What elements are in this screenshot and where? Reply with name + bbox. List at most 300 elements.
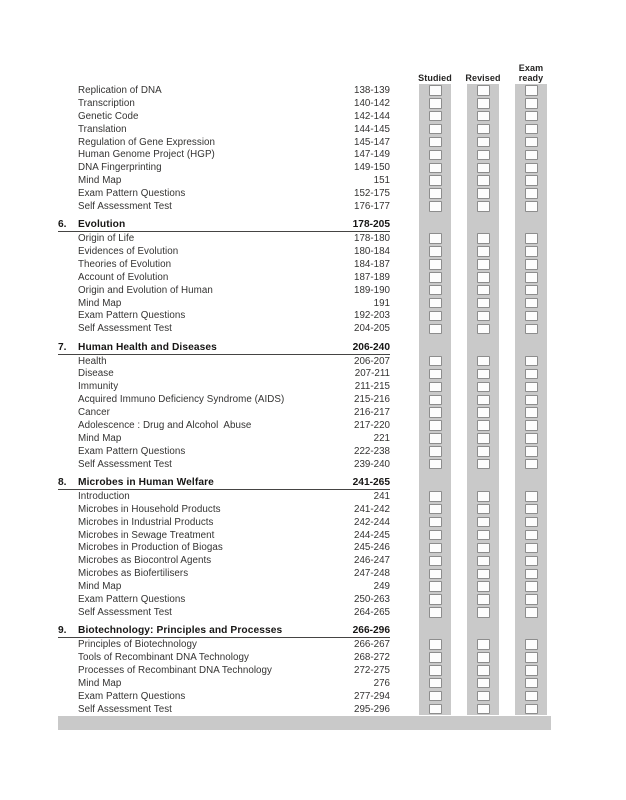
toc-item-title: Adolescence : Drug and Alcohol Abuse [78,420,252,432]
exam-ready-checkbox[interactable] [525,491,538,501]
studied-checkbox[interactable] [429,691,442,701]
revised-checkbox[interactable] [477,581,490,591]
revised-checkbox[interactable] [477,201,490,211]
revised-checkbox[interactable] [477,285,490,295]
exam-ready-checkbox[interactable] [525,356,538,366]
studied-column-cell [419,458,451,471]
exam-ready-checkbox[interactable] [525,98,538,108]
exam-ready-column-cell [515,148,547,161]
section-pages: 266-296 [352,625,390,637]
exam-ready-checkbox[interactable] [525,298,538,308]
studied-checkbox[interactable] [429,233,442,243]
exam-ready-column-cell [515,445,547,458]
studied-checkbox[interactable] [429,188,442,198]
exam-ready-column-cell [515,703,547,716]
toc-section-header [58,213,547,232]
column-gap [390,213,403,232]
revised-checkbox[interactable] [477,163,490,173]
exam-ready-checkbox[interactable] [525,311,538,321]
revised-checkbox[interactable] [477,704,490,714]
exam-ready-column-cell [515,245,547,258]
revised-column-cell [467,651,499,664]
toc-item-row [58,368,547,381]
studied-checkbox[interactable] [429,324,442,334]
revised-checkbox[interactable] [477,272,490,282]
revised-checkbox[interactable] [477,504,490,514]
exam-ready-column-cell [515,136,547,149]
exam-ready-checkbox[interactable] [525,369,538,379]
studied-checkbox[interactable] [429,111,442,121]
item-text [58,542,390,555]
item-text [58,703,390,716]
exam-ready-checkbox[interactable] [525,530,538,540]
column-gap [390,393,403,406]
column-gap [390,271,403,284]
item-text [58,580,390,593]
toc-item-row [58,651,547,664]
exam-ready-checkbox[interactable] [525,691,538,701]
revised-column-cell [467,432,499,445]
revised-checkbox[interactable] [477,175,490,185]
toc-item-title: Exam Pattern Questions [78,594,186,605]
exam-ready-column-cell [515,200,547,213]
studied-column-cell [419,97,451,110]
exam-ready-column-cell [515,84,547,97]
item-text [58,232,390,245]
toc-item-row [58,232,547,245]
toc-item-row [58,136,547,149]
exam-ready-column-cell [515,619,547,638]
toc-item-title: Microbes as Biocontrol Agents [78,555,212,567]
exam-ready-checkbox[interactable] [525,124,538,134]
toc-item-pages: 180-184 [354,246,390,258]
toc-item-row [58,258,547,271]
revised-checkbox[interactable] [477,517,490,527]
studied-checkbox[interactable] [429,446,442,456]
studied-column-cell [419,703,451,716]
exam-ready-column-cell [515,432,547,445]
toc-item-row [58,554,547,567]
column-gap [390,200,403,213]
revised-checkbox[interactable] [477,639,490,649]
toc-item-row [58,84,547,97]
exam-ready-checkbox[interactable] [525,446,538,456]
exam-ready-checkbox[interactable] [525,285,538,295]
studied-column-cell [419,335,451,354]
revised-checkbox[interactable] [477,407,490,417]
item-text [58,432,390,445]
column-gap [390,638,403,651]
studied-checkbox[interactable] [429,491,442,501]
exam-ready-checkbox[interactable] [525,137,538,147]
exam-ready-checkbox[interactable] [525,517,538,527]
revised-checkbox[interactable] [477,556,490,566]
column-gap [390,567,403,580]
revised-checkbox[interactable] [477,298,490,308]
toc-item-title: Disease [78,368,114,380]
revised-column-cell [467,213,499,232]
revised-checkbox[interactable] [477,98,490,108]
revised-checkbox[interactable] [477,569,490,579]
revised-column-cell [467,368,499,381]
toc-item-pages: 187-189 [354,271,390,283]
exam-ready-column-cell [515,310,547,323]
toc-item-title: Introduction [78,490,130,502]
studied-column-cell [419,368,451,381]
studied-column-cell [419,593,451,606]
column-gap [390,136,403,149]
revised-checkbox[interactable] [477,246,490,256]
toc-item-pages: 245-246 [354,542,390,554]
revised-checkbox[interactable] [477,369,490,379]
studied-checkbox[interactable] [429,607,442,617]
exam-ready-column-cell [515,123,547,136]
exam-ready-checkbox[interactable] [525,665,538,675]
toc-item-row [58,161,547,174]
section-text [58,471,390,490]
toc-item-row [58,580,547,593]
toc-item-pages: 249 [373,581,390,593]
revised-checkbox[interactable] [477,543,490,553]
column-gap [390,703,403,716]
studied-column-cell [419,432,451,445]
studied-checkbox[interactable] [429,639,442,649]
toc-item-row [58,380,547,393]
studied-checkbox[interactable] [429,272,442,282]
toc-item-title: Origin of Life [78,233,135,245]
revised-column-cell [467,110,499,123]
studied-column-cell [419,529,451,542]
studied-checkbox[interactable] [429,530,442,540]
exam-ready-checkbox[interactable] [525,175,538,185]
toc-item-title: Self Assessment Test [78,458,172,470]
exam-ready-checkbox[interactable] [525,543,538,553]
revised-checkbox[interactable] [477,395,490,405]
toc-item-pages: 241 [373,490,390,502]
toc-item-row [58,432,547,445]
studied-checkbox[interactable] [429,98,442,108]
column-gap [390,245,403,258]
item-text [58,677,390,690]
toc-item-pages: 151 [373,175,390,187]
revised-column-cell [467,580,499,593]
revised-checkbox[interactable] [477,530,490,540]
item-text [58,406,390,419]
exam-ready-checkbox[interactable] [525,111,538,121]
studied-checkbox[interactable] [429,311,442,321]
column-gap [390,335,403,354]
column-gap [390,187,403,200]
revised-column-cell [467,258,499,271]
toc-item-row [58,355,547,368]
revised-checkbox[interactable] [477,665,490,675]
item-text [58,380,390,393]
revised-checkbox[interactable] [477,259,490,269]
toc-item-title: Regulation of Gene Expression [78,136,216,148]
revised-checkbox[interactable] [477,446,490,456]
toc-item-row [58,419,547,432]
revised-checkbox[interactable] [477,607,490,617]
studied-checkbox[interactable] [429,163,442,173]
toc-item-title: Self Assessment Test [78,200,172,212]
exam-ready-checkbox[interactable] [525,420,538,430]
revised-column-cell [467,619,499,638]
item-text [58,110,390,123]
toc-item-row [58,567,547,580]
revised-column-cell [467,136,499,149]
exam-ready-checkbox[interactable] [525,433,538,443]
studied-checkbox[interactable] [429,581,442,591]
studied-column-cell [419,393,451,406]
toc-item-row [58,393,547,406]
toc-item-pages: 206-207 [354,355,390,367]
studied-column-cell [419,258,451,271]
exam-ready-checkbox[interactable] [525,259,538,269]
revised-checkbox[interactable] [477,356,490,366]
exam-ready-checkbox[interactable] [525,569,538,579]
studied-checkbox[interactable] [429,543,442,553]
revised-column-cell [467,503,499,516]
exam-ready-checkbox[interactable] [525,163,538,173]
revised-column-cell [467,567,499,580]
revised-column-cell [467,174,499,187]
studied-checkbox[interactable] [429,246,442,256]
studied-checkbox[interactable] [429,85,442,95]
exam-ready-checkbox[interactable] [525,639,538,649]
revised-column-cell [467,703,499,716]
studied-checkbox[interactable] [429,652,442,662]
exam-ready-checkbox[interactable] [525,246,538,256]
column-gap [390,161,403,174]
studied-checkbox[interactable] [429,369,442,379]
exam-ready-checkbox[interactable] [525,272,538,282]
studied-column-cell [419,664,451,677]
studied-column-cell [419,232,451,245]
section-title: Biotechnology: Principles and Processes [78,625,283,637]
exam-ready-checkbox[interactable] [525,581,538,591]
toc-item-pages: 189-190 [354,284,390,296]
revised-checkbox[interactable] [477,311,490,321]
revised-column-cell [467,187,499,200]
toc-item-row [58,606,547,619]
revised-checkbox[interactable] [477,382,490,392]
studied-checkbox[interactable] [429,569,442,579]
exam-ready-column-cell [515,542,547,555]
studied-checkbox[interactable] [429,137,442,147]
column-gap [390,554,403,567]
exam-ready-checkbox[interactable] [525,382,538,392]
studied-checkbox[interactable] [429,285,442,295]
item-text [58,187,390,200]
column-gap [390,619,403,638]
column-gap [390,380,403,393]
studied-checkbox[interactable] [429,665,442,675]
studied-checkbox[interactable] [429,356,442,366]
exam-ready-column-cell [515,258,547,271]
revised-checkbox[interactable] [477,137,490,147]
section-number: 6. [58,219,67,231]
revised-checkbox[interactable] [477,111,490,121]
exam-ready-checkbox[interactable] [525,594,538,604]
exam-ready-checkbox[interactable] [525,678,538,688]
studied-checkbox[interactable] [429,678,442,688]
revised-checkbox[interactable] [477,459,490,469]
column-gap [390,297,403,310]
section-pages: 178-205 [352,219,390,231]
revised-checkbox[interactable] [477,678,490,688]
studied-column-cell [419,355,451,368]
revised-checkbox[interactable] [477,420,490,430]
revised-column-cell [467,200,499,213]
exam-ready-column-cell [515,471,547,490]
item-text [58,258,390,271]
exam-ready-checkbox[interactable] [525,556,538,566]
studied-checkbox[interactable] [429,433,442,443]
studied-column-cell [419,187,451,200]
revised-checkbox[interactable] [477,188,490,198]
exam-ready-column-cell [515,554,547,567]
studied-checkbox[interactable] [429,298,442,308]
studied-column-cell [419,84,451,97]
revised-column-cell [467,445,499,458]
exam-ready-checkbox[interactable] [525,233,538,243]
studied-checkbox[interactable] [429,150,442,160]
toc-item-title: Replication of DNA [78,84,162,96]
studied-checkbox[interactable] [429,504,442,514]
revised-column-cell [467,245,499,258]
exam-ready-checkbox[interactable] [525,85,538,95]
studied-checkbox[interactable] [429,201,442,211]
column-gap [390,419,403,432]
revised-checkbox[interactable] [477,433,490,443]
toc-item-row [58,503,547,516]
column-gap [390,606,403,619]
toc-item-title: Human Genome Project (HGP) [78,149,215,161]
revised-column-cell [467,471,499,490]
toc-item-title: Immunity [78,381,119,393]
toc-item-title: Mind Map [78,677,122,689]
studied-checkbox[interactable] [429,395,442,405]
studied-checkbox[interactable] [429,459,442,469]
studied-checkbox[interactable] [429,704,442,714]
revised-column-cell [467,271,499,284]
section-pages: 241-265 [352,476,390,488]
studied-checkbox[interactable] [429,556,442,566]
exam-ready-checkbox[interactable] [525,704,538,714]
exam-ready-checkbox[interactable] [525,652,538,662]
section-title: Human Health and Diseases [78,341,217,353]
revised-column-cell [467,677,499,690]
studied-checkbox[interactable] [429,407,442,417]
exam-ready-checkbox[interactable] [525,201,538,211]
revised-column-cell [467,148,499,161]
toc-item-title: Principles of Biotechnology [78,639,197,651]
exam-ready-column-cell [515,355,547,368]
column-gap [390,542,403,555]
exam-ready-column-cell [515,161,547,174]
studied-column-cell [419,690,451,703]
exam-ready-column-cell [515,174,547,187]
item-text [58,593,390,606]
studied-column-cell [419,123,451,136]
column-gap [390,529,403,542]
revised-checkbox[interactable] [477,150,490,160]
revised-checkbox[interactable] [477,491,490,501]
studied-column-cell [419,322,451,335]
column-gap [390,593,403,606]
toc-item-title: Exam Pattern Questions [78,445,186,457]
exam-ready-checkbox[interactable] [525,607,538,617]
studied-column-cell [419,174,451,187]
exam-ready-checkbox[interactable] [525,395,538,405]
exam-ready-column-cell [515,187,547,200]
exam-ready-column-cell [515,393,547,406]
toc-item-row [58,97,547,110]
toc-item-pages: 191 [373,297,390,309]
revised-checkbox[interactable] [477,652,490,662]
studied-checkbox[interactable] [429,420,442,430]
exam-ready-checkbox[interactable] [525,407,538,417]
revised-checkbox[interactable] [477,233,490,243]
item-text [58,606,390,619]
toc-item-pages: 178-180 [354,233,390,245]
exam-ready-checkbox[interactable] [525,459,538,469]
section-number: 9. [58,625,67,637]
column-gap [390,445,403,458]
studied-checkbox[interactable] [429,382,442,392]
studied-checkbox[interactable] [429,517,442,527]
toc-item-pages: 295-296 [354,703,390,715]
item-text [58,148,390,161]
exam-ready-checkbox[interactable] [525,324,538,334]
studied-checkbox[interactable] [429,594,442,604]
exam-ready-checkbox[interactable] [525,188,538,198]
item-text [58,567,390,580]
section-text [58,213,390,232]
item-text [58,355,390,368]
revised-column-cell [467,380,499,393]
exam-ready-checkbox[interactable] [525,504,538,514]
revised-checkbox[interactable] [477,691,490,701]
exam-ready-checkbox[interactable] [525,150,538,160]
toc-item-title: Exam Pattern Questions [78,690,186,702]
toc-item-row [58,638,547,651]
toc-item-row [58,174,547,187]
column-gap [390,148,403,161]
toc-item-row [58,664,547,677]
item-text [58,84,390,97]
revised-checkbox[interactable] [477,85,490,95]
studied-column-cell [419,161,451,174]
toc-item-pages: 207-211 [354,368,390,380]
toc-item-row [58,593,547,606]
studied-checkbox[interactable] [429,175,442,185]
revised-checkbox[interactable] [477,124,490,134]
revised-column-cell [467,97,499,110]
section-title: Evolution [78,219,126,231]
revised-checkbox[interactable] [477,594,490,604]
toc-section-header [58,619,547,638]
column-gap [390,174,403,187]
toc-item-title: Mind Map [78,297,122,309]
toc-item-row [58,490,547,503]
studied-column-cell [419,619,451,638]
studied-checkbox[interactable] [429,259,442,269]
revised-checkbox[interactable] [477,324,490,334]
column-gap [390,664,403,677]
toc-item-row [58,322,547,335]
studied-checkbox[interactable] [429,124,442,134]
